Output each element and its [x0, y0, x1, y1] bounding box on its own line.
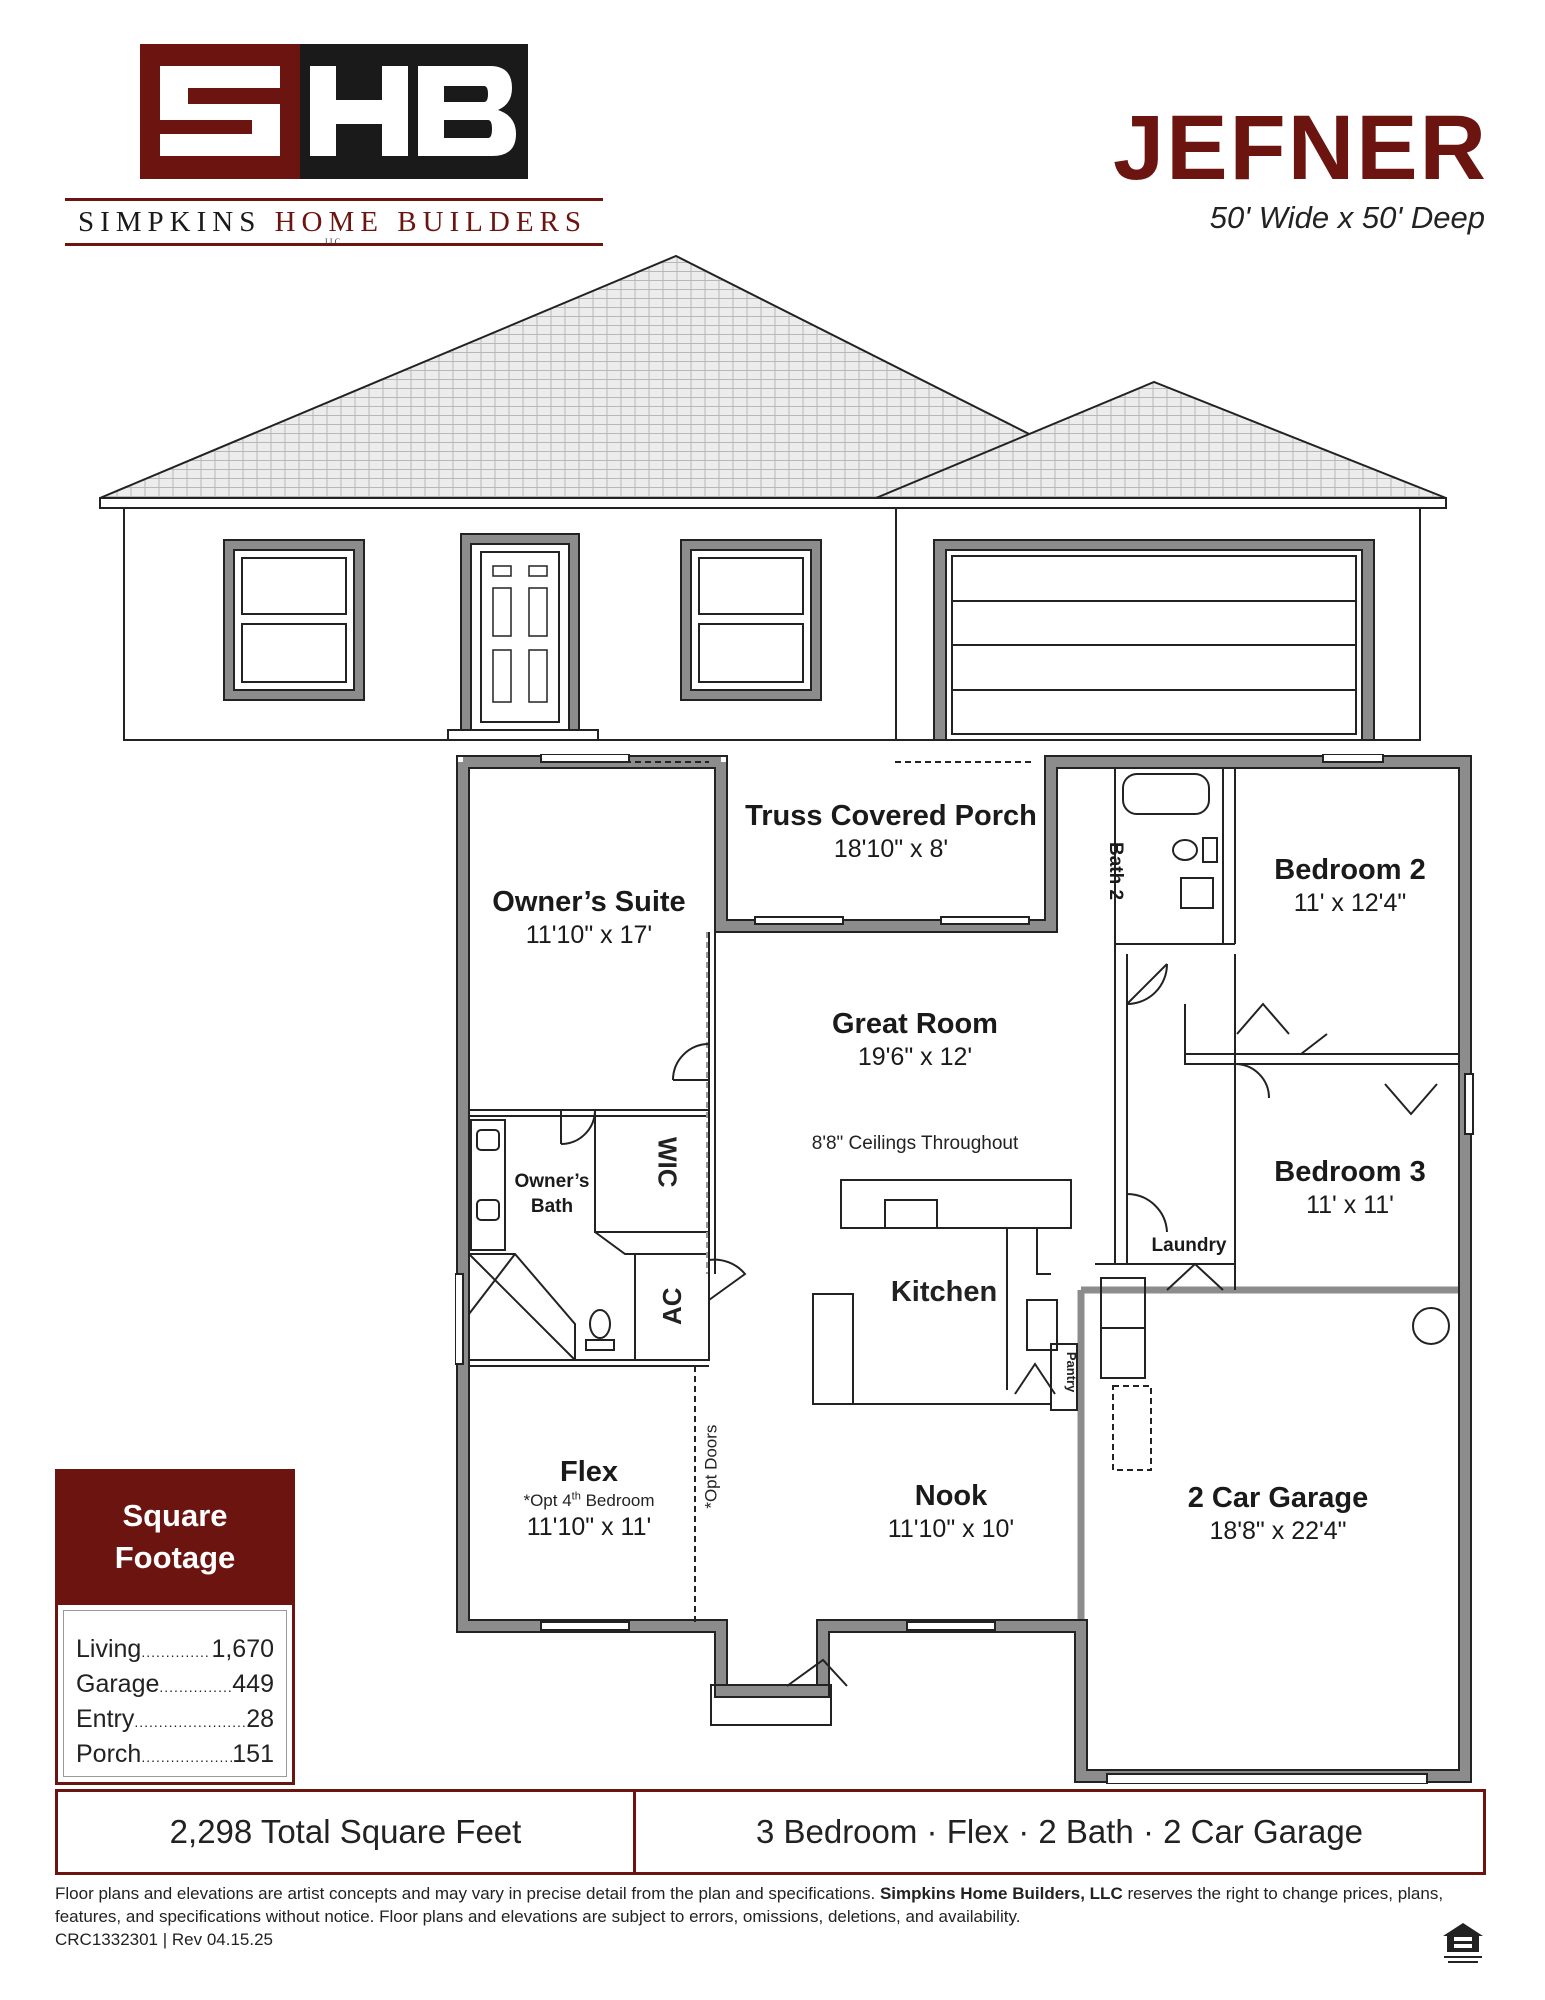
room-ac: AC [656, 1287, 687, 1326]
ceiling-note: 8'8" Ceilings Throughout [811, 1133, 1019, 1154]
sf-label: Garage [76, 1670, 160, 1698]
room-dims: 11'10" x 10' [887, 1515, 1015, 1544]
logo-rule [65, 198, 603, 201]
square-footage-title [55, 1469, 295, 1605]
sf-label: Porch [76, 1740, 142, 1768]
room-nook [831, 1478, 1071, 1546]
window [681, 540, 821, 700]
room-name: Great Room [832, 1008, 998, 1040]
disclaimer-company: Simpkins Home Builders, LLC [879, 1884, 1123, 1903]
room-note: *Opt 4th Bedroom [523, 1490, 655, 1511]
sf-row [76, 1705, 274, 1734]
room-garage [1095, 1480, 1461, 1548]
sf-row [76, 1635, 274, 1664]
room-name: Bedroom 2 [1274, 854, 1426, 886]
room-wic: WIC [652, 1136, 683, 1188]
room-name: 2 Car Garage [1187, 1482, 1369, 1514]
room-name: Truss Covered Porch [745, 800, 1037, 832]
room-owners-bath [507, 1170, 597, 1219]
room-dims: 19'6" x 12' [857, 1043, 973, 1072]
logo-company-accent: HOME BUILDERS [274, 206, 588, 238]
sf-value: 151 [232, 1740, 274, 1768]
sf-label: Entry [76, 1705, 135, 1733]
home-features: 3 Bedroom · Flex · 2 Bath · 2 Car Garage [755, 1813, 1364, 1850]
square-footage-table [55, 1605, 295, 1785]
room-dims: 18'8" x 22'4" [1209, 1517, 1347, 1546]
sf-row [76, 1740, 274, 1769]
room-pantry: Pantry [1064, 1351, 1080, 1393]
floor-plan [455, 754, 1485, 1789]
garage-door [934, 540, 1374, 740]
sf-title-line: Footage [114, 1540, 236, 1575]
room-name: Bath [530, 1195, 574, 1217]
sf-row [76, 1670, 274, 1699]
disclaimer-text: reserves the right to change prices, plans, features, and specifications without notice. Floor plans and elevations are subject to errors, omissions, deletions, and availability. [55, 1884, 1444, 1926]
equal-housing-icon [1440, 1920, 1486, 1971]
sf-label: Living [76, 1635, 142, 1663]
sf-title-line: Square [122, 1498, 228, 1534]
disclaimer [55, 1883, 1475, 1952]
room-great-room [725, 1006, 1105, 1074]
front-door [448, 534, 598, 740]
summary-bar [55, 1789, 1486, 1875]
room-dims: 11'10" x 11' [526, 1512, 652, 1541]
logo-wordmark [60, 206, 605, 239]
room-dims: 11' x 11' [1306, 1191, 1394, 1220]
window [224, 540, 364, 700]
plan-dimensions: 50' Wide x 50' Deep [1209, 200, 1485, 235]
room-name: Flex [559, 1456, 619, 1488]
revision-code: CRC1332301 | Rev 04.15.25 [55, 1929, 274, 1949]
front-elevation [96, 254, 1456, 759]
room-name: Bedroom 3 [1274, 1156, 1426, 1188]
room-name: Owner’s [514, 1171, 590, 1192]
disclaimer-text: Floor plans and elevations are artist concepts and may vary in precise detail from the plan and specifications. [55, 1884, 876, 1903]
total-square-feet: 2,298 Total Square Feet [169, 1813, 522, 1850]
logo-llc: LLC [324, 237, 341, 246]
room-laundry: Laundry [1151, 1235, 1227, 1256]
room-dims: 11' x 12'4" [1293, 889, 1407, 918]
room-dims: 11'10" x 17' [525, 921, 653, 950]
room-bedroom-2 [1235, 852, 1465, 920]
logo-company: SIMPKINS [77, 206, 262, 238]
opt-doors-note: *Opt Doors [701, 1424, 721, 1509]
sf-value: 449 [232, 1670, 274, 1698]
room-kitchen: Kitchen [890, 1276, 998, 1308]
room-flex [469, 1454, 709, 1543]
room-bedroom-3 [1235, 1154, 1465, 1222]
company-logo [140, 44, 528, 184]
plan-name: JEFNER [1113, 97, 1488, 199]
sf-value: 1,670 [211, 1635, 274, 1663]
room-porch [717, 798, 1065, 866]
room-dims: 18'10" x 8' [833, 835, 949, 864]
room-name: Owner’s Suite [492, 886, 686, 918]
room-owners-suite [469, 884, 709, 952]
sf-value: 28 [246, 1705, 274, 1733]
room-name: Nook [914, 1480, 988, 1512]
room-bath-2: Bath 2 [1105, 842, 1126, 901]
